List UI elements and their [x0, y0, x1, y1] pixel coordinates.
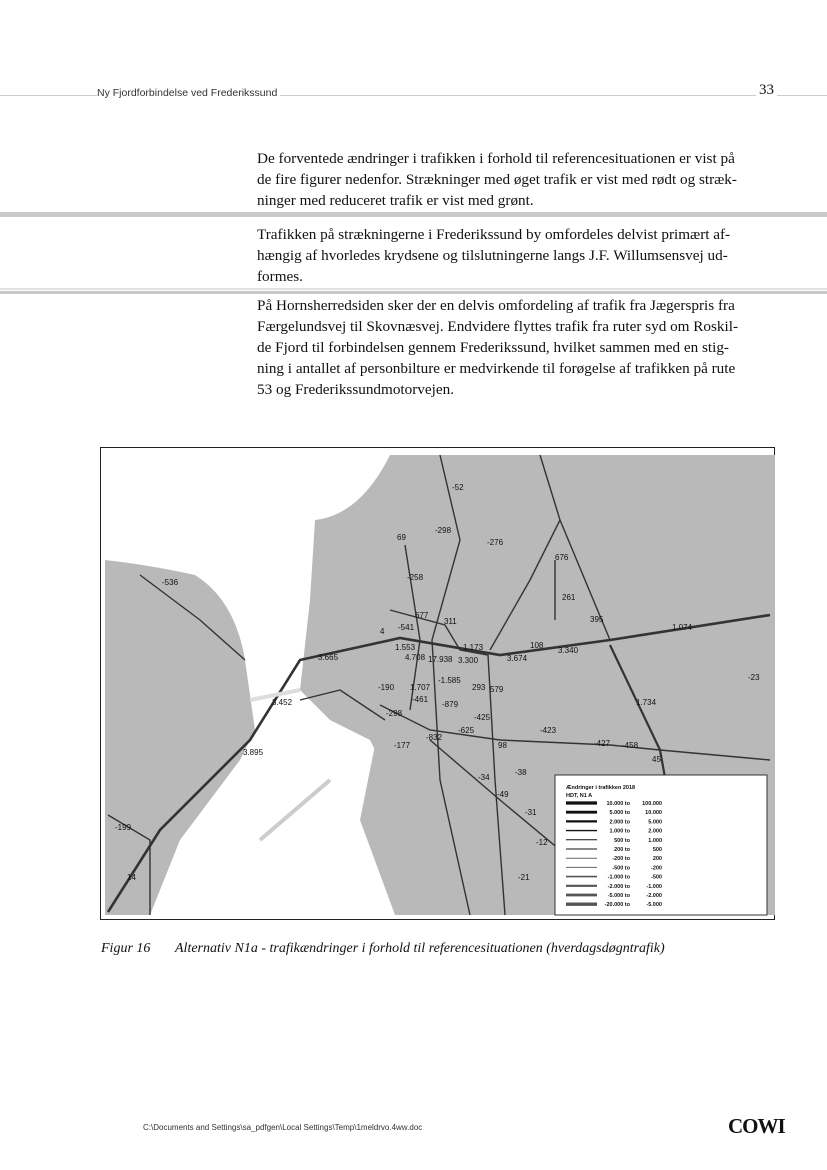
map-label: -199 [115, 823, 132, 832]
text-line: 53 og Frederikssundmotorvejen. [257, 381, 454, 398]
legend-range-to: -2.000 [646, 893, 662, 899]
map-label: 1.734 [636, 698, 657, 707]
legend-range-to: 200 [652, 856, 662, 863]
map-label: 3.665 [318, 653, 339, 662]
footer-file-path: C:\Documents and Settings\sa_pdfgen\Local Settings\Temp\1meldrvo.4ww.doc [143, 1123, 423, 1132]
legend-range-from: 200 to [614, 847, 630, 853]
text-line: hængig af hvorledes krydsene og tilslutningerne langs J.F. Willumsensvej ud- [257, 247, 728, 264]
legend-range-from: 5.000 to [609, 810, 630, 817]
map-label: -276 [487, 538, 504, 547]
legend-range-from: -500 to [612, 865, 630, 872]
paragraph-3 [257, 295, 777, 400]
map-label: 108 [530, 641, 544, 650]
map-label: 579 [490, 685, 504, 694]
legend-range-from: -2.000 to [607, 883, 630, 890]
map-label: -427 [594, 739, 611, 748]
legend-range-from: 500 to [614, 837, 630, 844]
legend-range-to: 5.000 [648, 819, 662, 826]
map-label: -879 [442, 700, 459, 709]
map-label: 677 [415, 611, 429, 620]
legend-range-to: -500 [650, 874, 662, 881]
map-label: -52 [452, 483, 464, 492]
text-line: Færgelundsvej til Skovnæsvej. Endvidere flyttes trafik fra ruter syd om Roskil- [257, 318, 739, 335]
page-header [0, 84, 827, 104]
map-label: -38 [515, 768, 527, 777]
map-legend [555, 775, 767, 915]
legend-range-from: -5.000 to [607, 893, 630, 899]
map-label: -34 [478, 773, 490, 782]
text-line: de Fjord til forbindelsen gennem Frederikssund, hvilket sammen med en stig- [257, 339, 729, 356]
text-line: ning i antallet af personbilture er medvirkende til forøgelse af trafikken på rute [257, 360, 736, 377]
map-label: 1.074 [672, 623, 693, 632]
legend-range-from: -20.000 to [604, 902, 630, 909]
cowi-logo: COWI [728, 1114, 785, 1138]
map-label: -458 [622, 741, 639, 750]
map-label: -625 [458, 726, 475, 735]
map-label: -12 [536, 838, 548, 847]
text-line: formes. [257, 268, 303, 285]
paragraph-2 [257, 224, 777, 287]
traffic-map [100, 447, 775, 920]
map-label: 1.707 [410, 683, 431, 692]
map-label: 4.708 [405, 653, 426, 662]
map-label: 1.553 [395, 643, 416, 652]
map-label: -536 [162, 578, 179, 587]
legend-range-to: 10.000 [645, 810, 662, 817]
legend-range-from: 2.000 to [609, 819, 630, 826]
map-label: 3.895 [243, 748, 264, 757]
map-label: 3.340 [558, 646, 579, 655]
legend-range-to: -1.000 [646, 883, 662, 890]
text-line: På Hornsherredsiden sker der en delvis omfordeling af trafik fra Jægerspris fra [257, 297, 735, 314]
map-label: 98 [498, 741, 507, 750]
map-label: -298 [386, 709, 403, 718]
map-label: -832 [426, 733, 443, 742]
map-label: 676 [555, 553, 569, 562]
map-label: -1.585 [438, 676, 461, 685]
map-label: 311 [444, 617, 457, 626]
legend-range-to: 2.000 [648, 828, 662, 835]
scan-artifact [0, 212, 827, 217]
page-number: 33 [756, 82, 777, 99]
legend-range-from: -200 to [612, 856, 630, 863]
legend-range-from: 10.000 to [606, 801, 630, 807]
text-line: De forventede ændringer i trafikken i forhold til referencesituationen er vist på [257, 150, 735, 167]
map-label: -423 [540, 726, 557, 735]
legend-range-to: 100.000 [642, 801, 662, 807]
text-line: de fire figurer nedenfor. Strækninger med øget trafik er vist med rødt og stræk- [257, 171, 737, 188]
map-label: 293 [472, 683, 486, 692]
legend-range-from: -1.000 to [607, 874, 630, 881]
map-label: 395 [590, 615, 604, 624]
map-label: 17.938 [428, 655, 453, 664]
map-label: 3.300 [458, 656, 479, 665]
map-label: 45 [652, 755, 661, 764]
map-label: 4 [380, 627, 385, 636]
text-line: Trafikken på strækningerne i Frederikssund by omfordeles delvist primært af- [257, 226, 731, 243]
map-label: -31 [525, 808, 537, 817]
map-label: -23 [748, 673, 760, 682]
map-label: -425 [474, 713, 491, 722]
legend-range-to: 500 [652, 847, 662, 853]
scan-artifact [0, 291, 827, 294]
scan-artifact [0, 288, 827, 290]
map-label: -258 [407, 573, 424, 582]
legend-subtitle: HDT, N1 A [566, 793, 593, 799]
legend-title: Ændringer i trafikken 2018 [566, 785, 636, 791]
map-label: -541 [398, 623, 415, 632]
map-label: -49 [497, 790, 509, 799]
text-line: ninger med reduceret trafik er vist med grønt. [257, 192, 534, 209]
map-label: -21 [518, 873, 530, 882]
figure-caption: Alternativ N1a - trafikændringer i forhold til referencesituationen (hverdagsdøgntrafik) [175, 941, 665, 956]
figure-label: Figur 16 [101, 941, 151, 956]
map-label: 261 [562, 593, 576, 602]
legend-range-from: 1.000 to [609, 828, 630, 835]
legend-range-to: -5.000 [646, 902, 662, 909]
map-label: 69 [397, 533, 406, 542]
map-label: 14 [127, 873, 136, 882]
map-label: 3.452 [272, 698, 293, 707]
map-label: 1.173 [463, 643, 484, 652]
paragraph-1 [257, 148, 777, 211]
legend-range-to: -200 [650, 865, 662, 872]
map-label: 3.674 [507, 654, 528, 663]
header-title: Ny Fjordforbindelse ved Frederikssund [97, 87, 280, 99]
map-label: -461 [412, 695, 429, 704]
map-label: -298 [435, 526, 452, 535]
legend-range-to: 1.000 [648, 837, 662, 844]
map-label: -190 [378, 683, 395, 692]
map-label: -177 [394, 741, 411, 750]
